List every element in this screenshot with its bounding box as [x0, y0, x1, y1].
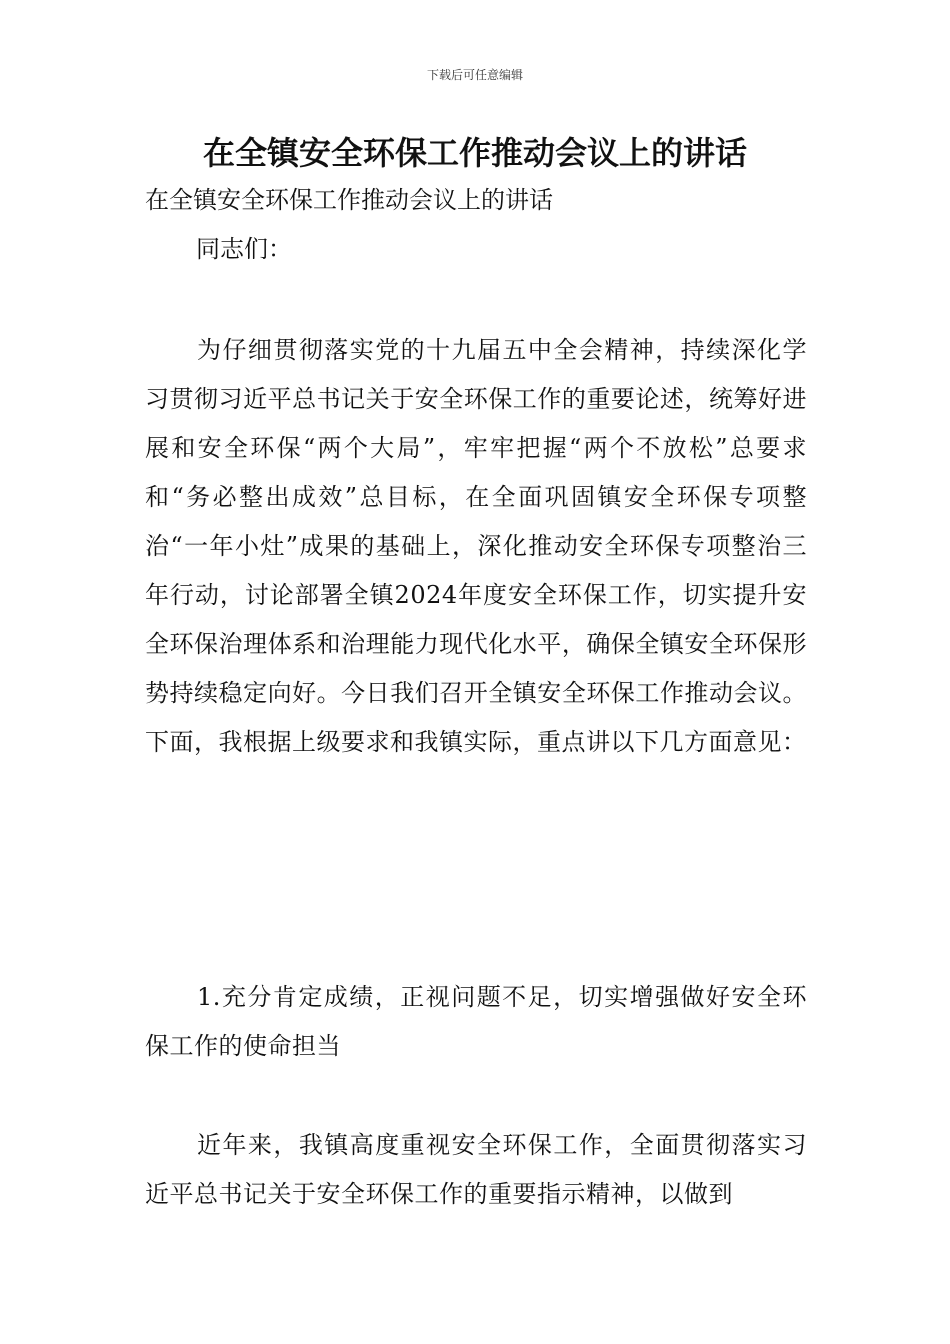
body-paragraph-2: 近年来，我镇高度重视安全环保工作，全面贯彻落实习近平总书记关于安全环保工作的重要指示精神，以做到 [145, 1131, 807, 1208]
document-title: 在全镇安全环保工作推动会议上的讲话 [202, 134, 747, 172]
header-note: 下载后可任意编辑 [426, 68, 523, 82]
intro-paragraph: 为仔细贯彻落实党的十九届五中全会精神，持续深化学习贯彻习近平总书记关于安全环保工作的重要论述，统筹好进展和安全环保“两个大局”，牢牢把握“两个不放松”总要求和“务必整出成效”总目标，在全面巩固镇安全环保专项整治“一年小灶”成果的基础上，深化推动安全环保专项整治三年行动，讨论部署全镇2024年度安全环保工作，切实提升安全环保治理体系和治理能力现代化水平，确保全镇安全环保形势持续稳定向好。今日我们召开全镇安全环保工作推动会议。下面，我根据上级要求和我镇实际，重点讲以下几方面意见： [145, 336, 807, 756]
document-subtitle: 在全镇安全环保工作推动会议上的讲话 [145, 186, 553, 214]
greeting: 同志们： [196, 235, 292, 263]
section-heading-1: 1.充分肯定成绩，正视问题不足，切实增强做好安全环保工作的使命担当 [145, 983, 807, 1060]
